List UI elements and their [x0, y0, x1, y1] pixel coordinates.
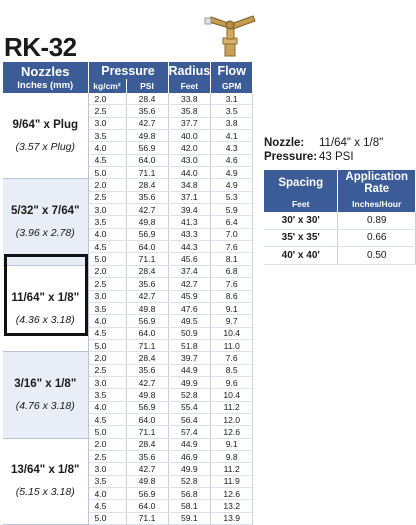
kg-cell: 2.5	[88, 450, 126, 462]
radius-cell: 37.1	[168, 191, 211, 203]
nozzle-size-cell	[3, 438, 88, 524]
nozzle-size-cell	[3, 179, 88, 265]
psi-cell: 49.8	[126, 389, 168, 401]
nozzle-size-inches: 5/32" x 7/64"	[11, 205, 80, 218]
application-rate-header: Application Rate	[338, 170, 416, 196]
gpm-cell: 5.9	[211, 204, 253, 216]
gpm-cell: 7.6	[211, 241, 253, 253]
nozzle-size-inches: 9/64" x Plug	[12, 118, 79, 131]
table-row	[264, 212, 416, 229]
psi-cell: 64.0	[126, 241, 168, 253]
psi-cell: 35.6	[126, 450, 168, 462]
radius-cell: 44.9	[168, 438, 211, 450]
gpm-cell: 13.2	[211, 500, 253, 512]
kg-cell: 4.5	[88, 500, 126, 512]
kg-cell: 2.5	[88, 191, 126, 203]
kg-unit-header: kg/cm²	[88, 79, 126, 93]
kg-cell: 3.5	[88, 302, 126, 314]
radius-cell: 51.8	[168, 339, 211, 351]
nozzle-info: Nozzle: 11/64" x 1/8"	[264, 137, 384, 149]
gpm-cell: 12.6	[211, 426, 253, 438]
table-row	[3, 438, 253, 450]
radius-cell: 49.9	[168, 376, 211, 388]
radius-cell: 42.0	[168, 142, 211, 154]
flow-header: Flow	[211, 62, 253, 79]
radius-cell: 52.8	[168, 389, 211, 401]
rate-cell: 0.50	[338, 247, 416, 265]
rate-cell: 0.89	[338, 212, 416, 229]
kg-cell: 4.5	[88, 327, 126, 339]
table-row	[264, 229, 416, 247]
psi-cell: 42.7	[126, 290, 168, 302]
nozzle-size-cell	[3, 352, 88, 438]
gpm-cell: 7.0	[211, 228, 253, 240]
psi-cell: 71.1	[126, 512, 168, 524]
radius-cell: 55.4	[168, 401, 211, 413]
radius-cell: 50.9	[168, 327, 211, 339]
kg-cell: 5.0	[88, 426, 126, 438]
table-row	[3, 179, 253, 191]
kg-cell: 3.5	[88, 216, 126, 228]
gpm-cell: 3.8	[211, 117, 253, 129]
gpm-cell: 8.6	[211, 290, 253, 302]
kg-cell: 4.0	[88, 488, 126, 500]
radius-cell: 59.1	[168, 512, 211, 524]
gpm-cell: 4.6	[211, 154, 253, 166]
radius-cell: 49.5	[168, 315, 211, 327]
kg-cell: 3.5	[88, 389, 126, 401]
gpm-cell: 7.6	[211, 278, 253, 290]
radius-cell: 34.8	[168, 179, 211, 191]
radius-cell: 37.7	[168, 117, 211, 129]
table-row	[3, 93, 253, 105]
gpm-cell: 11.9	[211, 475, 253, 487]
kg-cell: 4.0	[88, 228, 126, 240]
radius-cell: 56.8	[168, 488, 211, 500]
kg-cell: 3.0	[88, 204, 126, 216]
kg-cell: 2.5	[88, 278, 126, 290]
gpm-cell: 4.9	[211, 167, 253, 179]
psi-cell: 28.4	[126, 352, 168, 364]
gpm-cell: 4.3	[211, 142, 253, 154]
gpm-cell: 9.7	[211, 315, 253, 327]
psi-cell: 71.1	[126, 167, 168, 179]
radius-cell: 43.3	[168, 228, 211, 240]
gpm-cell: 4.1	[211, 130, 253, 142]
kg-cell: 5.0	[88, 167, 126, 179]
gpm-cell: 11.2	[211, 463, 253, 475]
kg-cell: 3.0	[88, 376, 126, 388]
psi-cell: 71.1	[126, 253, 168, 265]
radius-cell: 39.7	[168, 352, 211, 364]
kg-cell: 2.0	[88, 265, 126, 277]
psi-cell: 56.9	[126, 401, 168, 413]
radius-header: Radius	[168, 63, 211, 78]
psi-cell: 49.8	[126, 216, 168, 228]
feet-subheader: Feet	[264, 196, 338, 212]
psi-cell: 49.8	[126, 475, 168, 487]
gpm-cell: 8.5	[211, 364, 253, 376]
product-title: RK-32	[4, 32, 77, 62]
gpm-cell: 8.1	[211, 253, 253, 265]
gpm-cell: 3.5	[211, 105, 253, 117]
psi-cell: 64.0	[126, 413, 168, 425]
gpm-cell: 12.6	[211, 488, 253, 500]
psi-cell: 64.0	[126, 500, 168, 512]
gpm-unit-header: GPM	[211, 79, 253, 93]
radius-cell: 49.9	[168, 463, 211, 475]
kg-cell: 5.0	[88, 512, 126, 524]
psi-cell: 42.7	[126, 117, 168, 129]
nozzle-size-mm: (4.36 x 3.18)	[15, 313, 75, 326]
application-rate-table	[264, 170, 416, 265]
radius-cell: 39.4	[168, 204, 211, 216]
kg-cell: 2.5	[88, 364, 126, 376]
psi-unit-header: PSI	[126, 79, 168, 93]
psi-cell: 42.7	[126, 204, 168, 216]
gpm-cell: 10.4	[211, 389, 253, 401]
psi-cell: 56.9	[126, 228, 168, 240]
spacing-header: Spacing	[264, 170, 338, 196]
radius-cell: 40.0	[168, 130, 211, 142]
kg-cell: 3.5	[88, 130, 126, 142]
nozzle-size-inches: 3/16" x 1/8"	[14, 377, 77, 390]
nozzle-size-cell	[3, 93, 88, 179]
gpm-cell: 12.0	[211, 413, 253, 425]
radius-cell: 35.8	[168, 105, 211, 117]
psi-cell: 28.4	[126, 179, 168, 191]
table-row	[3, 352, 253, 364]
rate-cell: 0.66	[338, 229, 416, 247]
gpm-cell: 9.1	[211, 438, 253, 450]
radius-cell: 44.0	[168, 167, 211, 179]
gpm-cell: 11.2	[211, 401, 253, 413]
nozzle-size-inches: 13/64" x 1/8"	[11, 464, 80, 477]
radius-cell: 58.1	[168, 500, 211, 512]
kg-cell: 4.5	[88, 154, 126, 166]
psi-cell: 35.6	[126, 278, 168, 290]
psi-cell: 35.6	[126, 105, 168, 117]
radius-cell: 43.0	[168, 154, 211, 166]
pressure-info: Pressure: 43 PSI	[264, 151, 354, 163]
gpm-cell: 11.0	[211, 339, 253, 351]
psi-cell: 64.0	[126, 327, 168, 339]
kg-cell: 2.5	[88, 105, 126, 117]
impact-sprinkler-icon	[201, 8, 261, 58]
kg-cell: 3.0	[88, 463, 126, 475]
spacing-cell: 35' x 35'	[264, 229, 338, 247]
spacing-cell: 30' x 30'	[264, 212, 338, 229]
nozzles-header: Nozzles Inches (mm)	[3, 62, 88, 93]
radius-cell: 52.8	[168, 475, 211, 487]
psi-cell: 56.9	[126, 142, 168, 154]
gpm-cell: 5.3	[211, 191, 253, 203]
kg-cell: 5.0	[88, 253, 126, 265]
radius-cell: 47.6	[168, 302, 211, 314]
kg-cell: 4.0	[88, 142, 126, 154]
nozzle-size-mm: (3.57 x Plug)	[15, 140, 76, 153]
psi-cell: 49.8	[126, 130, 168, 142]
radius-cell: 45.9	[168, 290, 211, 302]
pressure-header: Pressure	[88, 62, 168, 79]
gpm-cell: 10.4	[211, 327, 253, 339]
gpm-cell: 9.6	[211, 376, 253, 388]
psi-cell: 35.6	[126, 191, 168, 203]
psi-cell: 42.7	[126, 376, 168, 388]
kg-cell: 2.0	[88, 93, 126, 105]
psi-cell: 71.1	[126, 426, 168, 438]
kg-cell: 4.5	[88, 413, 126, 425]
radius-cell: 46.9	[168, 450, 211, 462]
gpm-cell: 9.8	[211, 450, 253, 462]
radius-cell: 42.7	[168, 278, 211, 290]
gpm-cell: 6.8	[211, 265, 253, 277]
kg-cell: 4.0	[88, 315, 126, 327]
gpm-cell: 7.6	[211, 352, 253, 364]
kg-cell: 3.5	[88, 475, 126, 487]
psi-cell: 64.0	[126, 154, 168, 166]
radius-cell: 41.3	[168, 216, 211, 228]
psi-cell: 56.9	[126, 315, 168, 327]
radius-cell: 57.4	[168, 426, 211, 438]
nozzle-size-mm: (5.15 x 3.18)	[15, 486, 75, 499]
nozzle-size-mm: (4.76 x 3.18)	[15, 399, 75, 412]
radius-cell: 56.4	[168, 413, 211, 425]
gpm-cell: 6.4	[211, 216, 253, 228]
kg-cell: 3.0	[88, 290, 126, 302]
psi-cell: 28.4	[126, 265, 168, 277]
kg-cell: 3.0	[88, 117, 126, 129]
inches-hour-subheader: Inches/Hour	[338, 196, 416, 212]
radius-cell: 44.9	[168, 364, 211, 376]
selected-nozzle-highlight	[4, 254, 88, 336]
kg-cell: 2.0	[88, 179, 126, 191]
table-row	[264, 247, 416, 265]
spacing-cell: 40' x 40'	[264, 247, 338, 265]
psi-cell: 35.6	[126, 364, 168, 376]
nozzle-size-mm: (3.96 x 2.78)	[15, 227, 75, 240]
kg-cell: 2.0	[88, 352, 126, 364]
kg-cell: 4.5	[88, 241, 126, 253]
radius-cell: 45.6	[168, 253, 211, 265]
psi-cell: 56.9	[126, 488, 168, 500]
gpm-cell: 13.9	[211, 512, 253, 524]
kg-cell: 4.0	[88, 401, 126, 413]
psi-cell: 49.8	[126, 302, 168, 314]
gpm-cell: 4.9	[211, 179, 253, 191]
psi-cell: 28.4	[126, 438, 168, 450]
psi-cell: 28.4	[126, 93, 168, 105]
gpm-cell: 9.1	[211, 302, 253, 314]
kg-cell: 2.0	[88, 438, 126, 450]
gpm-cell: 3.1	[211, 93, 253, 105]
nozzle-size-inches: 11/64" x 1/8"	[11, 291, 80, 304]
psi-cell: 42.7	[126, 463, 168, 475]
radius-cell: 44.3	[168, 241, 211, 253]
feet-unit-header: Feet	[168, 79, 211, 93]
kg-cell: 5.0	[88, 339, 126, 351]
radius-cell: 37.4	[168, 265, 211, 277]
psi-cell: 71.1	[126, 339, 168, 351]
radius-cell: 33.8	[168, 93, 211, 105]
